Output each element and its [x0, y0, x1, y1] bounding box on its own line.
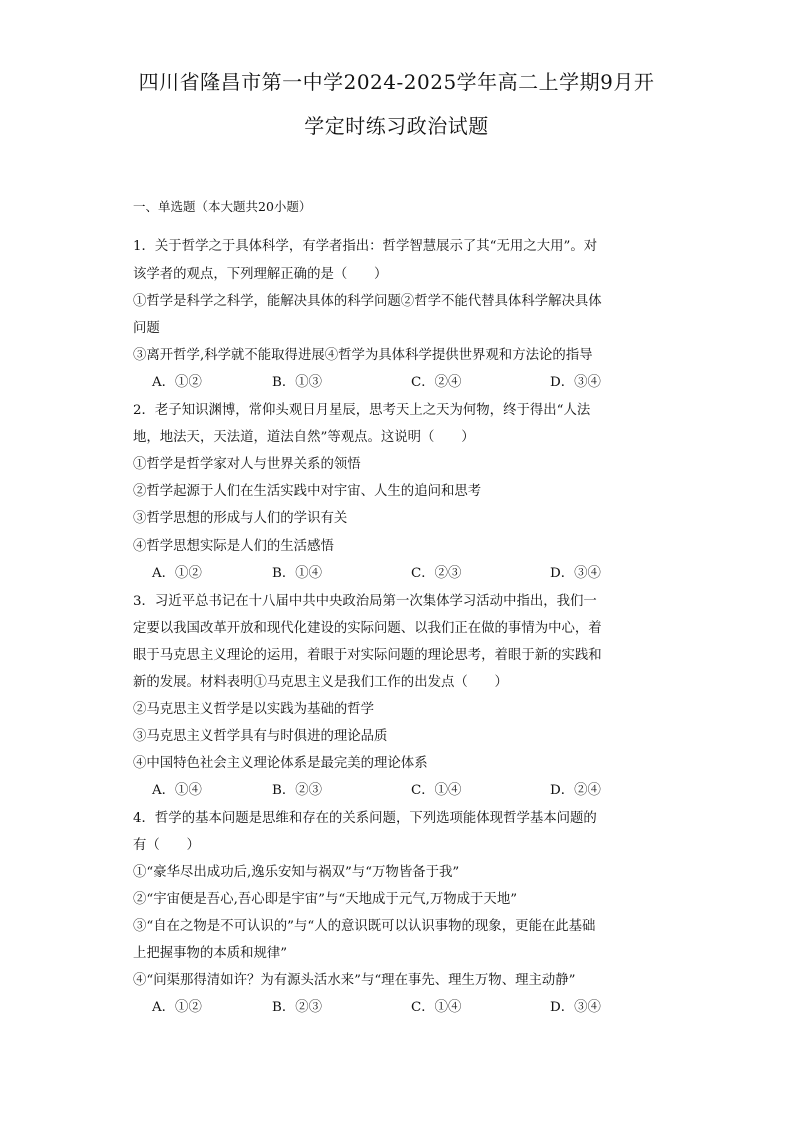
question-2-line: ③哲学思想的形成与人们的学识有关 [133, 511, 348, 526]
question-3-option-b: B．②③ [272, 783, 323, 798]
question-3-line: 眼于马克思主义理论的运用，着眼于对实际问题的理论思考，着眼于新的实践和 [133, 648, 602, 663]
question-1-line: 1．关于哲学之于具体科学，有学者指出：哲学智慧展示了其“无用之大用”。对 [133, 239, 598, 254]
question-4-option-c: C．①④ [411, 1000, 462, 1015]
question-4-line: 上把握事物的本质和规律” [133, 946, 288, 961]
section-heading: 一、单选题（本大题共20小题） [133, 199, 312, 214]
question-1-line: 该学者的观点，下列理解正确的是（ ） [133, 267, 388, 282]
question-4-line: 有（ ） [133, 838, 200, 853]
question-2-option-a: A．①② [152, 566, 202, 581]
question-1-option-d: D．③④ [550, 375, 601, 390]
question-3-line: 定要以我国改革开放和现代化建设的实际问题、以我们正在做的事情为中心，着 [133, 621, 602, 636]
question-4-line: ③“自在之物是不可认识的”与“人的意识既可以认识事物的现象，更能在此基础 [133, 919, 596, 934]
question-4-line: ①“豪华尽出成功后,逸乐安知与祸双”与“万物皆备于我” [133, 865, 460, 880]
question-1-line: ①哲学是科学之科学，能解决具体的科学问题②哲学不能代替具体科学解决具体 [133, 294, 602, 309]
question-3-line: ②马克思主义哲学是以实践为基础的哲学 [133, 702, 375, 717]
question-3-option-c: C．①④ [411, 783, 462, 798]
page-title-line-1: 四川省隆昌市第一中学2024-2025学年高二上学期9月开 [138, 70, 655, 94]
question-3-line: ④中国特色社会主义理论体系是最完美的理论体系 [133, 756, 428, 771]
question-4-option-b: B．②③ [272, 1000, 323, 1015]
question-2-option-b: B．①④ [272, 566, 323, 581]
question-4-line: ②“宇宙便是吾心,吾心即是宇宙”与“天地成于元气,万物成于天地” [133, 892, 518, 907]
question-1-option-a: A．①② [152, 375, 202, 390]
question-4-option-d: D．③④ [550, 1000, 601, 1015]
question-2-option-c: C．②③ [411, 566, 462, 581]
question-1-line: ③离开哲学,科学就不能取得进展④哲学为具体科学提供世界观和方法论的指导 [133, 348, 593, 363]
question-3-line: 3．习近平总书记在十八届中共中央政治局第一次集体学习活动中指出，我们一 [133, 594, 597, 609]
question-3-option-d: D．②④ [550, 783, 601, 798]
question-1-line: 问题 [133, 321, 160, 336]
question-2-line: ②哲学起源于人们在生活实践中对宇宙、人生的追问和思考 [133, 484, 482, 499]
question-1-option-b: B．①③ [272, 375, 323, 390]
question-3-line: ③马克思主义哲学具有与时俱进的理论品质 [133, 729, 388, 744]
question-4-option-a: A．①② [152, 1000, 202, 1015]
page-title-line-2: 学定时练习政治试题 [304, 114, 489, 138]
question-2-line: ④哲学思想实际是人们的生活感悟 [133, 539, 334, 554]
question-4-line: ④“问渠那得清如许？为有源头活水来”与“理在事先、理生万物、理主动静” [133, 973, 576, 988]
question-4-line: 4．哲学的基本问题是思维和存在的关系问题，下列选项能体现哲学基本问题的 [133, 811, 597, 826]
question-3-line: 新的发展。材料表明①马克思主义是我们工作的出发点（ ） [133, 675, 508, 690]
question-2-option-d: D．③④ [550, 566, 601, 581]
question-2-line: 地，地法天，天法道，道法自然”等观点。这说明（ ） [133, 430, 475, 445]
question-3-option-a: A．①④ [152, 783, 202, 798]
question-2-line: ①哲学是哲学家对人与世界关系的领悟 [133, 457, 361, 472]
question-1-option-c: C．②④ [411, 375, 462, 390]
question-2-line: 2．老子知识渊博，常仰头观日月星辰，思考天上之天为何物，终于得出“人法 [133, 403, 591, 418]
